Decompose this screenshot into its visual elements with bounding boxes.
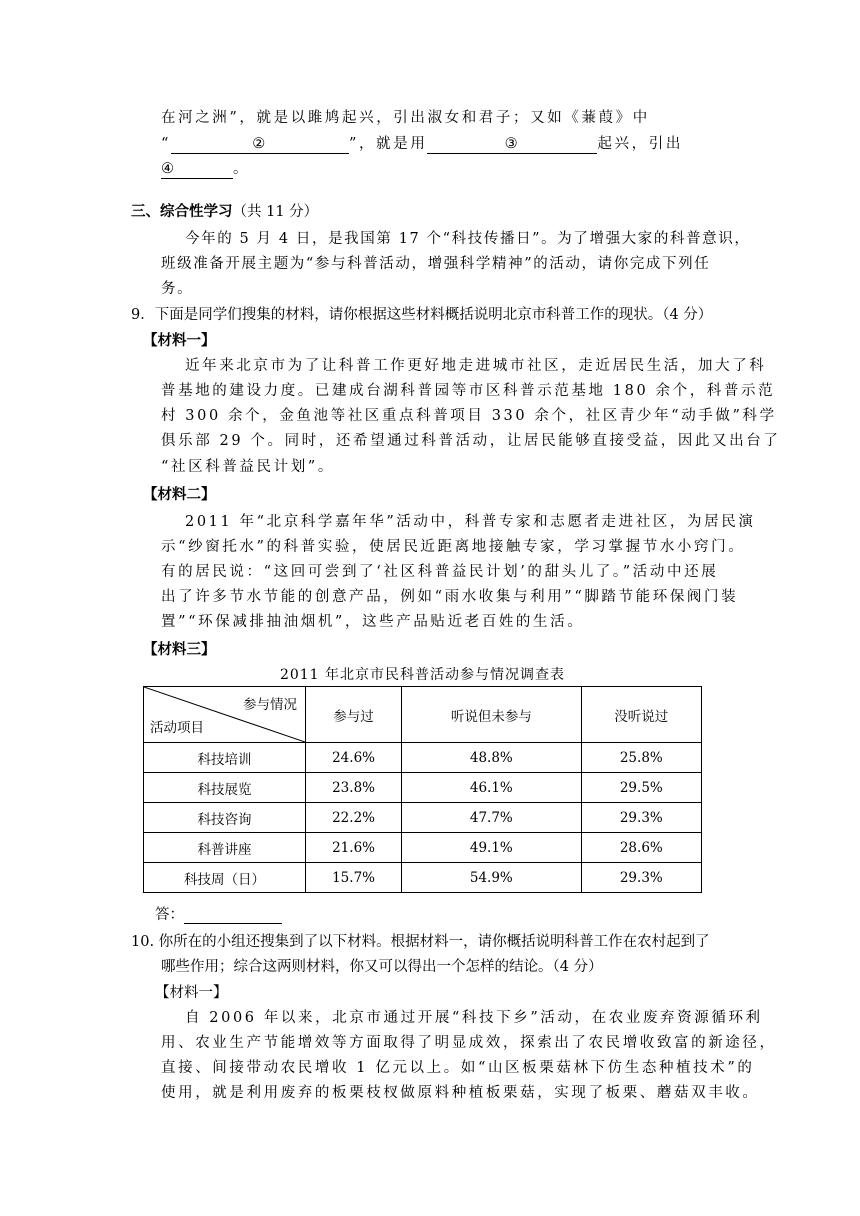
q10-m1-line-1: 自 2006 年以来，北京市通过开展“科技下乡”活动，在农业废弃资源循环利 [185,1010,763,1026]
table-row [144,773,702,803]
q10-text-line-2: 哪些作用；综合这两则材料，你又可以得出一个怎样的结论。（4 分） [161,959,603,975]
cell-value: 54.9% [402,863,582,893]
intro-line-1: 今年的 5 月 4 日，是我国第 17 个“科技传播日”。为了增强大家的科普意识， [185,231,751,247]
intro-line-3: 务。 [161,281,194,297]
q10-m1-line-4: 使用，就是利用废弃的板栗枝杈做原料种植板栗菇，实现了板栗、蘑菇双丰收。 [161,1085,760,1101]
col-header: 参与过 [306,687,402,743]
cell-value: 29.3% [581,803,701,833]
row-item: 科普讲座 [144,833,306,863]
answer-label: 答： [155,907,184,923]
q9-m1-line-1: 近年来北京市为了让科普工作更好地走进城市社区，走近居民生活，加大了科 [185,358,767,374]
table-row [144,833,702,863]
poem-line-2-end: 起兴，引出 [597,136,683,152]
q9-m2-line-1: 2011 年“北京科学嘉年华”活动中，科普专家和志愿者走进社区，为居民演 [185,514,756,530]
row-item: 科技咨询 [144,803,306,833]
q9-m1-line-3: 村 300 余个，金鱼池等社区重点科普项目 330 余个，社区青少年“动手做”科学 [161,408,777,424]
q10-text-line-1: 10. 你所在的小组还搜集到了以下材料。根据材料一，请你概括说明科普工作在农村起到了 [131,934,710,950]
intro-line-2: 班级准备开展主题为“参与科普活动，增强科学精神”的活动，请你完成下列任 [161,256,711,272]
q9-m1-line-2: 普基地的建设力度。已建成台湖科普园等市区科普示范基地 180 余个，科普示范 [161,383,776,399]
poem-line-2 [161,132,683,154]
blank-2[interactable]: ② [171,136,349,154]
q9-m2-line-4: 出了许多节水节能的创意产品，例如“雨水收集与利用”“脚踏节能环保阀门装 [161,589,739,605]
q9-material-1-label: 【材料一】 [143,332,216,349]
q10-m1-line-2: 用、农业生产节能增效等方面取得了明显成效，探索出了农民增收致富的新途径， [161,1035,777,1051]
poem-quote-open: “ [161,136,172,152]
cell-value: 29.3% [581,863,701,893]
section-3-score: （共 11 分） [232,204,319,220]
row-item: 科技周（日） [144,863,306,893]
cell-value: 49.1% [402,833,582,863]
table-row [144,863,702,893]
q9-m2-line-5: 置”“环保减排抽油烟机”，这些产品贴近老百姓的生活。 [161,614,585,630]
table-row [144,803,702,833]
answer-blank[interactable] [184,906,282,924]
q9-material-2-label: 【材料二】 [143,486,216,503]
row-item: 科技培训 [144,743,306,773]
cell-value: 28.6% [581,833,701,863]
cell-value: 47.7% [402,803,582,833]
table-header-row [144,687,702,743]
q9-m1-line-4: 俱乐部 29 个。同时，还希望通过科普活动，让居民能够直接受益，因此又出台了 [161,433,781,449]
section-3-heading [131,200,318,221]
col-header: 听说但未参与 [402,687,582,743]
cell-value: 46.1% [402,773,582,803]
diag-header-bottom: 活动项目 [150,720,204,736]
poem-line-3 [161,157,250,179]
survey-table [143,686,702,893]
poem-line-3-end: 。 [233,161,251,177]
section-3-title: 三、综合性学习 [131,203,233,220]
col-header: 没听说过 [581,687,701,743]
cell-value: 15.7% [306,863,402,893]
q9-m2-line-3: 有的居民说：“这回可尝到了‘社区科普益民计划’的甜头儿了。”活动中还展 [161,564,719,580]
poem-line-2-mid: ”，就是用 [349,136,428,152]
q9-material-3-label: 【材料三】 [143,641,216,658]
cell-value: 23.8% [306,773,402,803]
blank-3[interactable]: ③ [427,136,597,154]
q9-answer [155,903,282,924]
diag-header-top: 参与情况 [243,697,297,713]
cell-value: 25.8% [581,743,701,773]
q9-m2-line-2: 示“纱窗托水”的科普实验，使居民近距离地接触专家，学习掌握节水小窍门。 [161,539,746,555]
cell-value: 48.8% [402,743,582,773]
cell-value: 21.6% [306,833,402,863]
q9-m1-line-5: “社区科普益民计划”。 [161,459,335,475]
cell-value: 24.6% [306,743,402,773]
q10-m1-line-3: 直接、间接带动农民增收 1 亿元以上。如“山区板栗菇林下仿生态种植技术”的 [161,1060,755,1076]
poem-line-1: 在河之洲”，就是以雎鸠起兴，引出淑女和君子；又如《蒹葭》中 [161,110,650,126]
q10-material-1-label: 【材料一】 [155,985,228,1001]
table-caption: 2011 年北京市民科普活动参与情况调查表 [279,667,566,683]
cell-value: 22.2% [306,803,402,833]
cell-value: 29.5% [581,773,701,803]
table-row [144,743,702,773]
diagonal-header-cell [144,687,306,743]
row-item: 科技展览 [144,773,306,803]
q9-text: 9．下面是同学们搜集的材料，请你根据这些材料概括说明北京市科普工作的现状。（4 分） [131,307,713,323]
blank-4[interactable]: ④ [161,161,233,179]
